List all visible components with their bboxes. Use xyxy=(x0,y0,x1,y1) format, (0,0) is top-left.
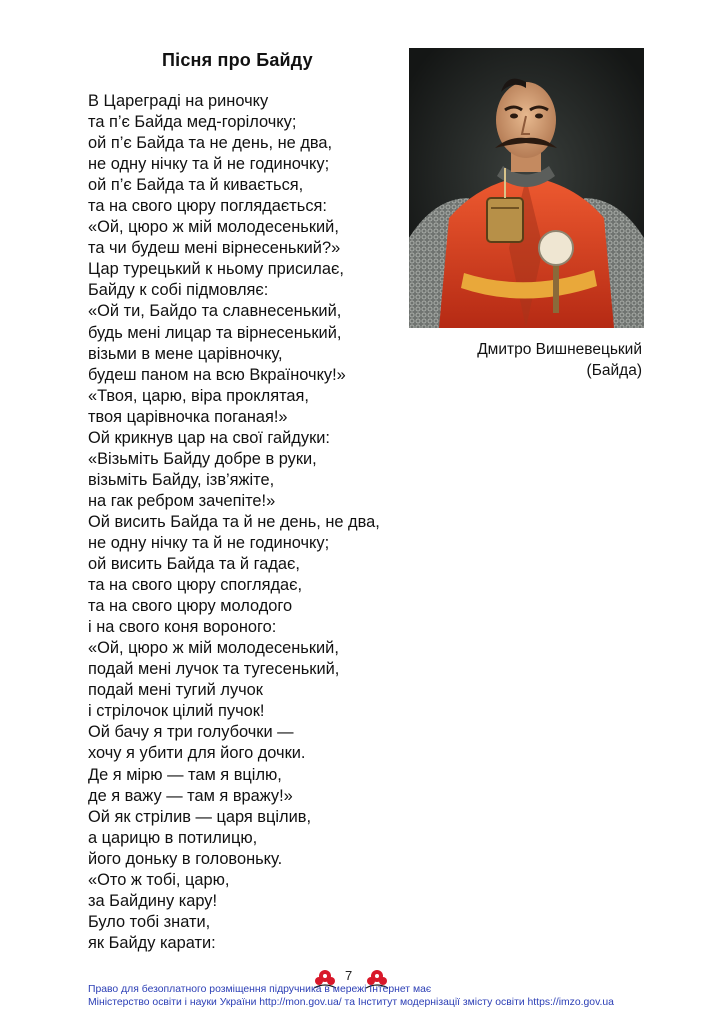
poem-line: не одну нічку та й не годиночку; xyxy=(88,533,330,552)
poem-line: подай мені тугий лучок xyxy=(88,681,263,700)
footer-rights-notice xyxy=(88,983,648,1009)
poem-line: Ой як стрілив — царя вцілив, xyxy=(88,807,312,826)
poem-line: «Візьміть Байду добре в руки, xyxy=(88,449,317,468)
poem-line: його доньку в головоньку. xyxy=(88,849,283,868)
poem-line: «Ой, цюро ж мій молодесенький, xyxy=(88,639,339,658)
poem-line: твоя царівночка поганая!» xyxy=(88,407,288,426)
poem-line: та на свого цюру молодого xyxy=(88,597,293,616)
poem-line: за Байдину кару! xyxy=(88,891,218,910)
poem-line: будь мені лицар та вірнесенький, xyxy=(88,323,342,342)
portrait-caption xyxy=(446,339,642,381)
poem-text xyxy=(88,91,448,954)
poem-line: «Ой ти, Байдо та славнесенький, xyxy=(88,302,342,321)
page-title: Пісня про Байду xyxy=(162,50,313,70)
poem-line: хочу я убити для його дочки. xyxy=(88,744,306,763)
poem-line: Було тобі знати, xyxy=(88,912,211,931)
poem-line: «Ото ж тобі, царю, xyxy=(88,870,230,889)
poem-line: ой п’є Байда та не день, не два, xyxy=(88,134,333,153)
poem-line: і стрілочок цілий пучок! xyxy=(88,702,265,721)
poem-line: не одну нічку та й не годиночку; xyxy=(88,155,330,174)
poem-line: подай мені лучок та тугесенький, xyxy=(88,660,340,679)
poem-line: а царицю в потилицю, xyxy=(88,828,258,847)
poem-line: Байду к собі підмовляє: xyxy=(88,281,269,300)
poem-line: та на свого цюру поглядається: xyxy=(88,197,327,216)
poem-line: та п’є Байда мед-горілочку; xyxy=(88,113,297,132)
poem-line: Ой висить Байда та й не день, не два, xyxy=(88,512,380,531)
poem-line: «Твоя, царю, віра проклятая, xyxy=(88,386,309,405)
poem-line: і на свого коня вороного: xyxy=(88,618,277,637)
poem-line: як Байду карати: xyxy=(88,933,216,952)
poem-line: візьми в мене царівночку, xyxy=(88,344,283,363)
poem-line: ой висить Байда та й гадає, xyxy=(88,555,300,574)
poem-line: В Цареграді на риночку xyxy=(88,92,269,110)
poem-line: Де я мірю — там я вцілю, xyxy=(88,765,282,784)
caption-name: Дмитро Вишневецький xyxy=(477,341,642,358)
poem-line: на гак ребром зачепіте!» xyxy=(88,491,276,510)
page-number: 7 xyxy=(345,968,353,983)
poem-line: будеш паном на всю Вкраїночку!» xyxy=(88,365,346,384)
poem-line: Ой крикнув цар на свої гайдуки: xyxy=(88,428,330,447)
poem-line: де я важу — там я вражу!» xyxy=(88,786,293,805)
poem-line: та на свого цюру споглядає, xyxy=(88,576,303,595)
poem-line: та чи будеш мені вірнесенький?» xyxy=(88,239,341,258)
footer-line-1: Право для безоплатного розміщення підручника в мережі Інтернет має xyxy=(88,984,432,995)
poem-line: Цар турецький к ньому присилає, xyxy=(88,260,344,279)
footer-line-2: Міністерство освіти і науки України http://mon.gov.ua/ та Інститут модернізації змісту освіти https://imzo.gov.ua xyxy=(88,997,614,1008)
portrait-image xyxy=(409,48,644,328)
caption-alias: (Байда) xyxy=(586,362,642,379)
poem-line: ой п’є Байда та й кивається, xyxy=(88,176,304,195)
poem-line: «Ой, цюро ж мій молодесенький, xyxy=(88,218,339,237)
poem-line: візьміть Байду, ізв’яжіте, xyxy=(88,470,275,489)
poem-line: Ой бачу я три голубочки — xyxy=(88,723,294,742)
